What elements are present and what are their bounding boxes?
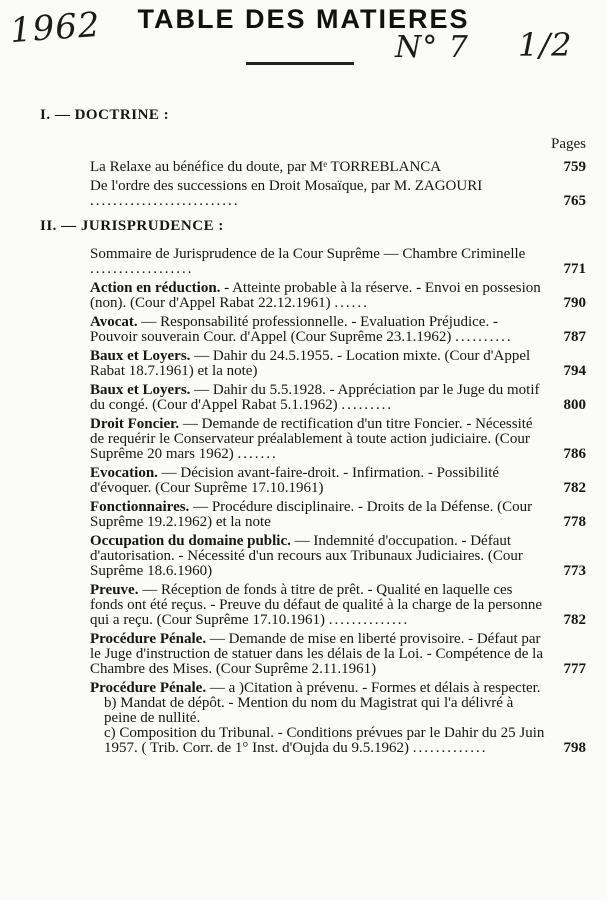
entry-page: 798 [563,740,586,756]
toc-entry [90,349,586,379]
entry-text: — Procédure disciplinaire. - Droits de la Défense. (Cour Suprême 19.2.1962) et la note [90,499,533,530]
entry-title: Action en réduction. [90,280,221,296]
entry-text: — Demande de mise en liberté provisoire. - Défaut par le Juge d'instruction de statuer dans les délais de la Loi. - Compétence de la Chambre des Mises. (Cour Suprême 2.11.1961) [90,631,543,677]
handwritten-year: 1962 [8,4,102,52]
entry-page: 778 [563,514,586,530]
jurisprudence-entries [90,247,586,760]
entry-title: Occupation du domaine public. [90,533,291,549]
entry-title: Evocation. [90,465,158,481]
entry-subitem: c) Composition du Tribunal. - Conditions prévues par le Dahir du 25 Juin 1957. ( Trib. Corr. de 1° Inst. d'Oujda du 9.5.1962) ............. [104,725,545,756]
entry-page: 777 [563,661,586,677]
page-title: TABLE DES MATIERES [137,4,470,34]
entry-page: 782 [563,480,586,496]
toc-entry: Sommaire de Jurisprudence de la Cour Suprême — Chambre Criminelle .................. 771 [90,246,586,277]
entry-page: 794 [563,363,586,379]
toc-entry [90,500,586,530]
pages-column-label: Pages [551,136,586,152]
entry-page: 800 [563,397,586,413]
entry-page: 765 [563,193,586,209]
handwritten-fraction: 1/2 [518,26,573,64]
entry-page: 782 [563,612,586,628]
section-heading-jurisprudence: II. — JURISPRUDENCE : [40,218,224,234]
toc-entry [90,160,586,175]
entry-title: Baux et Loyers. [90,382,191,398]
entry-text: — Réception de fonds à titre de prêt. - Qualité en laquelle ces fonds ont été reçus. - Preuve du défaut de qualité à la charge de la personne qui a reçu. (Cour Suprême 17.10.1961) [90,582,543,628]
entry-text: — Décision avant-faire-droit. - Infirmation. - Possibilité d'évoquer. (Cour Suprême 17.10.1961) [90,465,500,496]
entry-title: Baux et Loyers. [90,348,191,364]
entry-text: — Demande de rectification d'un titre Foncier. - Nécessité de requérir le Conservateur préalablement à toute action judiciaire. (Cour Suprême 20 mars 1962) [90,416,533,462]
entry-text: — Dahir du 5.5.1928. - Appréciation par le Juge du motif du congé. (Cour d'Appel Rabat 5.1.1962) [90,382,540,413]
entry-title: Procédure Pénale. [90,631,207,647]
entry-text: — a )Citation à prévenu. - Formes et délais à respecter. [209,680,541,696]
toc-entry: Avocat. — Responsabilité professionnelle. - Evaluation Préjudice. - Pouvoir souverain Cour. d'Appel (Cour Suprême 23.1.1962) .......... 787 [90,314,586,345]
entry-text: — Responsabilité professionnelle. - Evaluation Préjudice. - Pouvoir souverain Cour. d'Appel (Cour Suprême 23.1.1962) [90,314,498,345]
toc-entry [90,681,586,756]
entry-page: 786 [563,446,586,462]
toc-entry: Preuve. — Réception de fonds à titre de prêt. - Qualité en laquelle ces fonds ont été reçus. - Preuve du défaut de qualité à la charge de la personne qui a reçu. (Cour Suprême 17.10.1961) .............. 782 [90,582,586,628]
entry-subitem: b) Mandat de dépôt. - Mention du nom du Magistrat qui l'a délivré à peine de nullité. [104,695,514,726]
title-underline [246,62,354,65]
toc-entry [90,632,586,677]
handwritten-number: N° 7 [395,30,469,65]
entry-page: 787 [563,329,586,345]
entry-title: Preuve. [90,582,139,598]
entry-title: Avocat. [90,314,138,330]
doctrine-entries [90,160,586,213]
toc-entry [90,534,586,579]
entry-title: Procédure Pénale. [90,680,207,696]
toc-entry: Action en réduction. - Atteinte probable à la réserve. - Envoi en possesion (non). (Cour d'Appel Rabat 22.12.1961) ...... 790 [90,280,586,311]
entry-title: Fonctionnaires. [90,499,190,515]
entry-text: De l'ordre des successions en Droit Mosaïque, par M. ZAGOURI [90,178,483,194]
entry-text: — Indemnité d'occupation. - Défaut d'autorisation. - Nécessité d'un recours aux Tribunaux Judiciaires. (Cour Suprême 18.6.1960) [90,533,523,579]
entry-text: Sommaire de Jurisprudence de la Cour Suprême — Chambre Criminelle [90,246,526,262]
entry-page: 773 [563,563,586,579]
entry-page: 790 [563,295,586,311]
entry-text: — Dahir du 24.5.1955. - Location mixte. (Cour d'Appel Rabat 18.7.1961) et la note) [90,348,531,379]
entry-title: Droit Foncier. [90,416,180,432]
entry-text: - Atteinte probable à la réserve. - Envoi en possesion (non). (Cour d'Appel Rabat 22.12.1961) [90,280,541,311]
toc-entry: Baux et Loyers. — Dahir du 5.5.1928. - Appréciation par le Juge du motif du congé. (Cour d'Appel Rabat 5.1.1962) ......... 800 [90,382,586,413]
toc-entry: De l'ordre des successions en Droit Mosaïque, par M. ZAGOURI .......................... 765 [90,178,586,209]
entry-page: 759 [563,159,586,175]
section-heading-doctrine: I. — DOCTRINE : [40,107,170,123]
toc-entry: Droit Foncier. — Demande de rectification d'un titre Foncier. - Nécessité de requérir le Conservateur préalablement à toute action judiciaire. (Cour Suprême 20 mars 1962) ....... 786 [90,416,586,462]
entry-page: 771 [563,261,586,277]
toc-entry [90,466,586,496]
entry-text: La Relaxe au bénéfice du doute, par Mᵉ TORREBLANCA [90,159,442,175]
